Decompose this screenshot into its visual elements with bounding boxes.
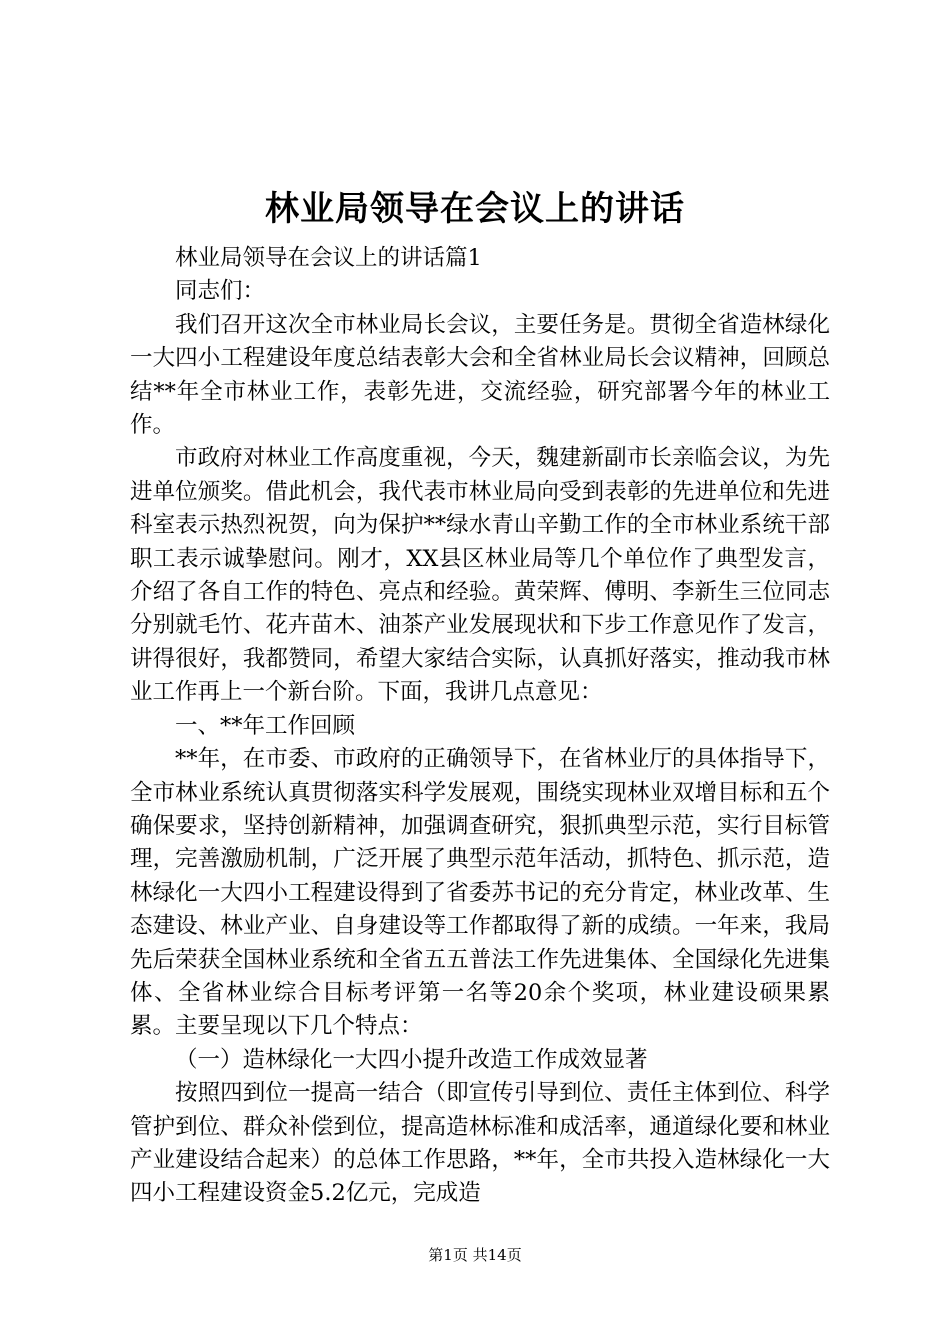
- subsection-heading: （一）造林绿化一大四小提升改造工作成效显著: [175, 1046, 648, 1073]
- document-body: [130, 242, 830, 1211]
- salutation: 同志们：: [175, 278, 266, 305]
- section-heading: 林业局领导在会议上的讲话篇1: [175, 245, 482, 271]
- document-title: 林业局领导在会议上的讲话: [265, 189, 685, 229]
- page-number: 第1页 共14页: [428, 1246, 522, 1264]
- body-paragraph: 按照四到位一提高一结合（即宣传引导到位、责任主体到位、科学管护到位、群众补偿到位，提高造林标准和成活率，通道绿化要和林业产业建设结合起来）的总体工作思路，**年，全市共投入造林绿化一大四小工程建设资金5.2亿元，完成造: [130, 1080, 830, 1207]
- body-paragraph: **年，在市委、市政府的正确领导下，在省林业厅的具体指导下，全市林业系统认真贯彻落实科学发展观，围绕实现林业双增目标和五个确保要求，坚持创新精神，加强调查研究，狠抓典型示范，实行目标管理，完善激励机制，广泛开展了典型示范年活动，抓特色、抓示范，造林绿化一大四小工程建设得到了省委苏书记的充分肯定，林业改革、生态建设、林业产业、自身建设等工作都取得了新的成绩。一年来，我局先后荣获全国林业系统和全省五五普法工作先进集体、全国绿化先进集体、全省林业综合目标考评第一名等20余个奖项，林业建设硕果累累。主要呈现以下几个特点：: [130, 746, 830, 1040]
- body-paragraph: 市政府对林业工作高度重视，今天，魏建新副市长亲临会议，为先进单位颁奖。借此机会，我代表市林业局向受到表彰的先进单位和先进科室表示热烈祝贺，向为保护**绿水青山辛勤工作的全市林业系统干部职工表示诚挚慰问。刚才，XX县区林业局等几个单位作了典型发言，介绍了各自工作的特色、亮点和经验。黄荣辉、傅明、李新生三位同志分别就毛竹、花卉苗木、油茶产业发展现状和下步工作意见作了发言，讲得很好，我都赞同，希望大家结合实际，认真抓好落实，推动我市林业工作再上一个新台阶。下面，我讲几点意见：: [130, 445, 830, 706]
- body-paragraph: 我们召开这次全市林业局长会议，主要任务是。贯彻全省造林绿化一大四小工程建设年度总结表彰大会和全省林业局长会议精神，回顾总结**年全市林业工作，表彰先进，交流经验，研究部署今年的林业工作。: [130, 311, 830, 439]
- section-heading: 一、**年工作回顾: [175, 712, 356, 739]
